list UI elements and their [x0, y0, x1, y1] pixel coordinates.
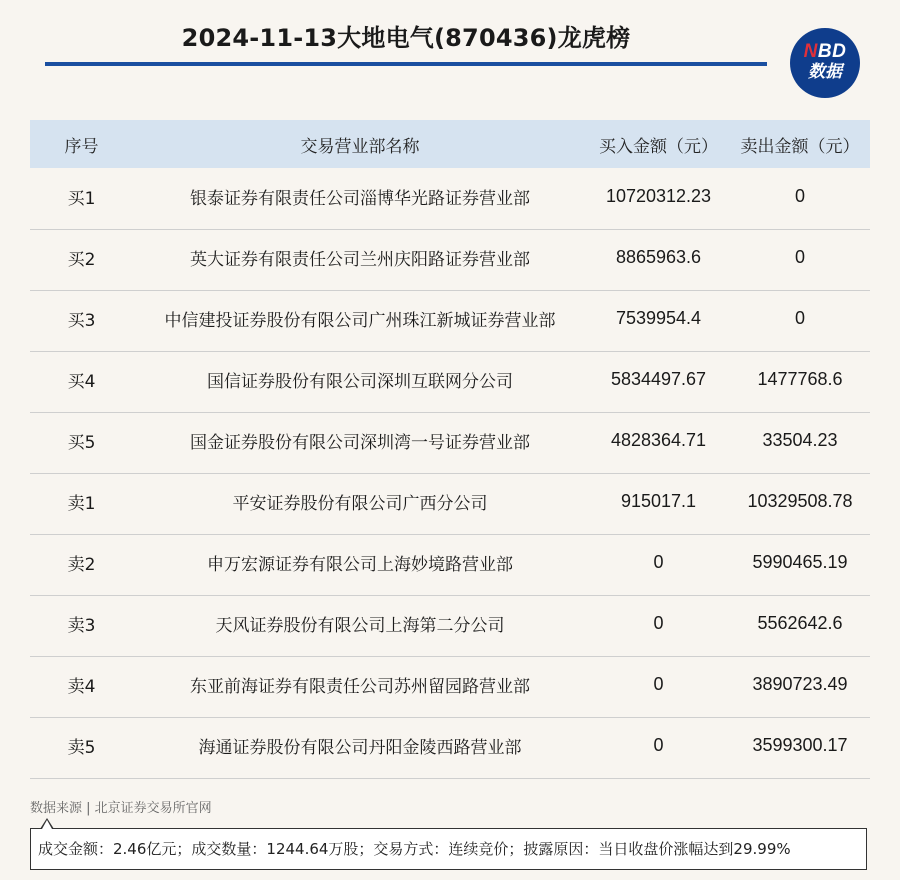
table-row [30, 534, 870, 595]
row-sell-amount: 5562642.6 [730, 595, 870, 656]
row-sell-amount: 0 [730, 168, 870, 229]
row-buy-amount: 8865963.6 [587, 229, 730, 290]
table-row [30, 595, 870, 656]
data-source: 数据来源 | 北京证券交易所官网 [30, 801, 212, 816]
row-seq: 买1 [30, 168, 133, 229]
page-title: 2024-11-13大地电气(870436)龙虎榜 [181, 24, 631, 52]
table-header-row [30, 120, 870, 168]
dragon-tiger-table [30, 120, 870, 779]
row-buy-amount: 0 [587, 717, 730, 778]
row-broker-name: 天风证券股份有限公司上海第二分公司 [133, 595, 587, 656]
row-sell-amount: 3890723.49 [730, 656, 870, 717]
row-sell-amount: 0 [730, 229, 870, 290]
row-seq: 买3 [30, 290, 133, 351]
row-seq: 买2 [30, 229, 133, 290]
row-buy-amount: 0 [587, 656, 730, 717]
row-buy-amount: 5834497.67 [587, 351, 730, 412]
table-row [30, 351, 870, 412]
row-seq: 买4 [30, 351, 133, 412]
row-buy-amount: 7539954.4 [587, 290, 730, 351]
row-sell-amount: 1477768.6 [730, 351, 870, 412]
row-broker-name: 英大证券有限责任公司兰州庆阳路证券营业部 [133, 229, 587, 290]
row-seq: 卖5 [30, 717, 133, 778]
table-row [30, 656, 870, 717]
column-header-name: 交易营业部名称 [133, 120, 587, 168]
row-seq: 卖1 [30, 473, 133, 534]
title-underline [45, 62, 767, 66]
logo-top-text [804, 43, 847, 61]
table-row [30, 168, 870, 229]
table-row [30, 290, 870, 351]
row-broker-name: 申万宏源证券有限公司上海妙境路营业部 [133, 534, 587, 595]
trade-summary-note: 成交金额：2.46亿元；成交数量：1244.64万股；交易方式：连续竞价；披露原因：当日收盘价涨幅达到29.99% [30, 828, 867, 870]
logo-accent-letter: N [803, 41, 818, 62]
row-broker-name: 银泰证券有限责任公司淄博华光路证券营业部 [133, 168, 587, 229]
note-pointer-fill [42, 820, 52, 829]
row-sell-amount: 5990465.19 [730, 534, 870, 595]
row-broker-name: 国信证券股份有限公司深圳互联网分公司 [133, 351, 587, 412]
row-sell-amount: 0 [730, 290, 870, 351]
logo-rest-letters: BD [817, 41, 847, 62]
row-seq: 卖4 [30, 656, 133, 717]
column-header-buy: 买入金额（元） [587, 120, 730, 168]
row-broker-name: 平安证券股份有限公司广西分公司 [133, 473, 587, 534]
table-row [30, 412, 870, 473]
column-header-sell: 卖出金额（元） [730, 120, 870, 168]
table-row [30, 229, 870, 290]
row-broker-name: 中信建投证券股份有限公司广州珠江新城证券营业部 [133, 290, 587, 351]
table-row [30, 473, 870, 534]
row-seq: 买5 [30, 412, 133, 473]
row-sell-amount: 10329508.78 [730, 473, 870, 534]
row-broker-name: 东亚前海证券有限责任公司苏州留园路营业部 [133, 656, 587, 717]
row-buy-amount: 10720312.23 [587, 168, 730, 229]
row-broker-name: 国金证券股份有限公司深圳湾一号证券营业部 [133, 412, 587, 473]
row-broker-name: 海通证券股份有限公司丹阳金陵西路营业部 [133, 717, 587, 778]
row-seq: 卖3 [30, 595, 133, 656]
column-header-seq: 序号 [30, 120, 133, 168]
row-buy-amount: 915017.1 [587, 473, 730, 534]
row-buy-amount: 4828364.71 [587, 412, 730, 473]
row-buy-amount: 0 [587, 534, 730, 595]
row-sell-amount: 3599300.17 [730, 717, 870, 778]
row-seq: 卖2 [30, 534, 133, 595]
nbd-logo [790, 28, 860, 98]
logo-bottom-text: 数据 [808, 62, 842, 81]
row-buy-amount: 0 [587, 595, 730, 656]
table-row [30, 717, 870, 778]
row-sell-amount: 33504.23 [730, 412, 870, 473]
